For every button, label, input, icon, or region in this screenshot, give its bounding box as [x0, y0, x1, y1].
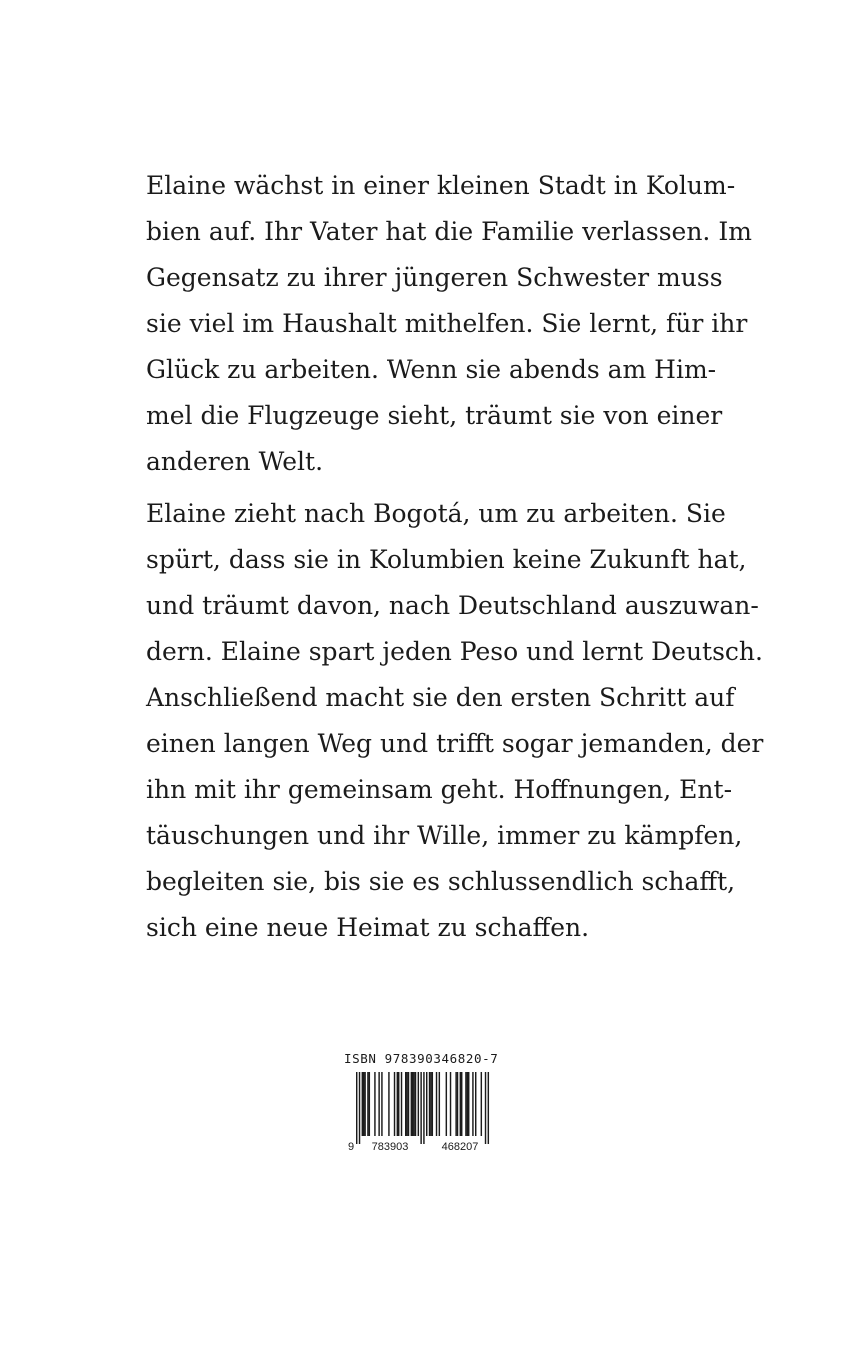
blurb-line: sie viel im Haushalt mithelfen. Sie lernt, für ihr — [146, 309, 748, 338]
barcode-bar — [472, 1072, 473, 1136]
barcode-bar — [423, 1072, 424, 1144]
barcode-bar — [411, 1072, 412, 1136]
blurb-line: dern. Elaine spart jeden Peso und lernt Deutsch. — [146, 637, 763, 666]
barcode-bar — [415, 1072, 416, 1136]
isbn-block — [341, 1052, 511, 1152]
barcode-bar — [420, 1072, 421, 1144]
barcode-bar — [364, 1072, 365, 1136]
blurb-line: täuschungen und ihr Wille, immer zu kämpfen, — [146, 821, 743, 850]
isbn-number: ISBN 978390346820-7 — [344, 1051, 499, 1066]
blurb-line: ihn mit ihr gemeinsam geht. Hoffnungen, Ent- — [146, 775, 733, 804]
barcode-bar — [369, 1072, 370, 1136]
isbn-barcode — [348, 1072, 496, 1152]
blurb-line: Anschließend macht sie den ersten Schritt auf — [146, 683, 735, 712]
blurb-line: Elaine zieht nach Bogotá, um zu arbeiten. Sie — [146, 499, 726, 528]
blurb-line: anderen Welt. — [146, 447, 324, 476]
barcode-bar — [436, 1072, 437, 1136]
blurb-line: Gegensatz zu ihrer jüngeren Schwester muss — [146, 263, 723, 292]
blurb-line: mel die Flugzeuge sieht, träumt sie von einer — [146, 401, 723, 430]
barcode-bar — [398, 1072, 399, 1136]
barcode-bar — [461, 1072, 462, 1136]
barcode-left-digits: 783903 — [371, 1141, 409, 1152]
barcode-bar — [457, 1072, 458, 1136]
barcode-bar — [446, 1072, 447, 1136]
barcode-bar — [429, 1072, 430, 1136]
barcode-bar — [460, 1072, 461, 1136]
blurb-line: Glück zu arbeiten. Wenn sie abends am Him- — [146, 355, 717, 384]
barcode-bar — [374, 1072, 375, 1136]
barcode-bar — [465, 1072, 466, 1136]
barcode-bar — [488, 1072, 489, 1144]
barcode-bar — [468, 1072, 469, 1136]
barcode-bar — [467, 1072, 468, 1136]
barcode-bar — [363, 1072, 364, 1136]
barcode-bar — [356, 1072, 357, 1144]
barcode-bars — [356, 1072, 489, 1144]
barcode-bar — [430, 1072, 431, 1136]
blurb-paragraph-1 — [146, 163, 752, 485]
blurb-paragraph-2 — [146, 491, 764, 951]
barcode-bar — [359, 1072, 360, 1144]
barcode-bar — [401, 1072, 402, 1136]
blurb-line: bien auf. Ihr Vater hat die Familie verlassen. Im — [146, 217, 752, 246]
barcode-bar — [439, 1072, 440, 1136]
barcode-bar — [412, 1072, 413, 1136]
barcode-bar — [406, 1072, 407, 1136]
barcode-bar — [362, 1072, 363, 1136]
barcode-bar — [381, 1072, 382, 1136]
barcode-bar — [418, 1072, 419, 1136]
barcode-bar — [413, 1072, 414, 1136]
barcode-bar — [475, 1072, 476, 1136]
blurb-line: spürt, dass sie in Kolumbien keine Zukunft hat, — [146, 545, 747, 574]
blurb-line: sich eine neue Heimat zu schaffen. — [146, 913, 590, 942]
barcode-bar — [388, 1072, 389, 1136]
barcode-bar — [394, 1072, 395, 1136]
barcode-bar — [432, 1072, 433, 1136]
barcode-first-digit: 9 — [348, 1141, 355, 1152]
barcode-bar — [481, 1072, 482, 1136]
barcode-bar — [378, 1072, 379, 1136]
barcode-bar — [426, 1072, 427, 1136]
barcode-bar — [408, 1072, 409, 1136]
barcode-bar — [450, 1072, 451, 1136]
barcode-right-digits: 468207 — [441, 1141, 479, 1152]
blurb-line: begleiten sie, bis sie es schlussendlich schafft, — [146, 867, 736, 896]
barcode-bar — [367, 1072, 368, 1136]
barcode-bar — [397, 1072, 398, 1136]
blurb-line: einen langen Weg und trifft sogar jemanden, der — [146, 729, 764, 758]
barcode-bar — [485, 1072, 486, 1144]
blurb-line: und träumt davon, nach Deutschland auszuwan- — [146, 591, 759, 620]
barcode-bar — [455, 1072, 456, 1136]
barcode-bar — [405, 1072, 406, 1136]
blurb-line: Elaine wächst in einer kleinen Stadt in Kolum- — [146, 171, 736, 200]
